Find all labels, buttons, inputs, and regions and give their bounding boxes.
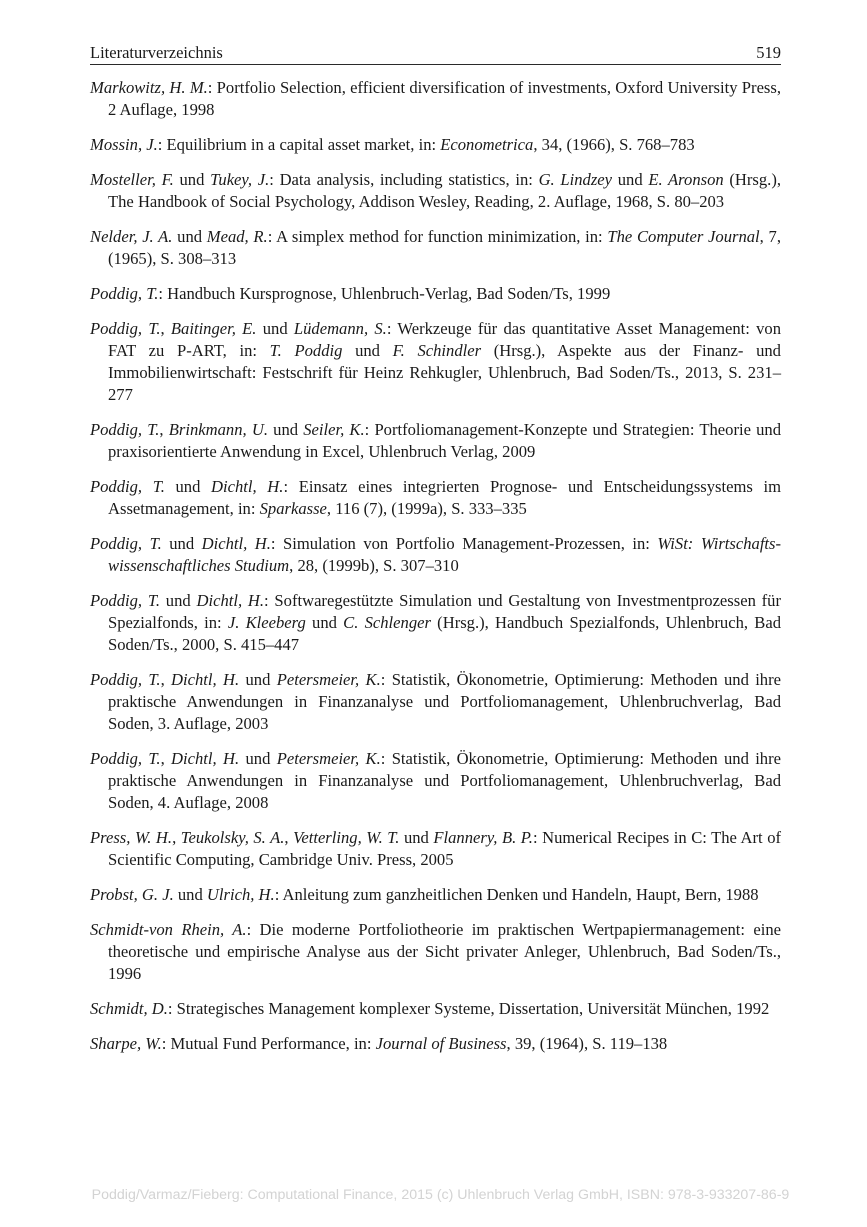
reference-text: , 116 (7), (1999a), S. 333–335: [326, 499, 527, 518]
reference-italic-text: Baitinger, E.: [170, 319, 257, 338]
reference-italic-text: Poddig, T.: [90, 534, 162, 553]
reference-entry: [90, 884, 781, 906]
reference-italic-text: E. Aronson: [648, 170, 724, 189]
reference-text: (Hrsg.), Handbuch Spezialfonds, Uhlenbruch, Bad Soden/Ts., 2000, S. 415–447: [108, 613, 781, 654]
reference-italic-text: Poddig, T.: [90, 420, 160, 439]
reference-text: : Einsatz eines integrierten Prognose- und Entscheidungssystems im Assetmanagement, in:: [108, 477, 781, 518]
reference-italic-text: Brinkmann, U.: [168, 420, 268, 439]
reference-text: : Portfolio Selection, efficient diversification of investments, Oxford University Press, 2 Auflage, 1998: [108, 78, 781, 119]
reference-italic-text: Poddig, T.: [90, 319, 161, 338]
reference-italic-text: Poddig, T.: [90, 591, 161, 610]
reference-text: ,: [172, 828, 181, 847]
reference-italic-text: Poddig, T.: [90, 477, 165, 496]
running-header: [90, 42, 781, 65]
reference-text: , 7, (1965), S. 308–313: [108, 227, 781, 268]
reference-italic-text: F. Schindler: [392, 341, 482, 360]
reference-italic-text: Mossin, J.: [90, 135, 158, 154]
reference-entry: [90, 1033, 781, 1055]
reference-italic-text: Flannery, B. P.: [433, 828, 533, 847]
section-title: Literaturverzeichnis: [90, 43, 223, 62]
reference-text: und: [173, 885, 207, 904]
reference-italic-text: Econometrica: [440, 135, 534, 154]
reference-italic-text: Sharpe, W.: [90, 1034, 162, 1053]
reference-italic-text: WiSt: Wirtschafts-wissenschaftliches Studium: [108, 534, 782, 575]
reference-entry: [90, 748, 781, 814]
reference-entry: [90, 283, 781, 305]
reference-entry: [90, 318, 781, 406]
page-number: 519: [756, 43, 781, 62]
reference-entry: [90, 77, 781, 121]
reference-italic-text: Dichtl, H.: [171, 670, 240, 689]
reference-text: und: [239, 749, 277, 768]
reference-italic-text: Seiler, K.: [303, 420, 365, 439]
reference-italic-text: Teukolsky, S. A.: [180, 828, 285, 847]
reference-text: und: [342, 341, 393, 360]
reference-italic-text: Ulrich, H.: [206, 885, 275, 904]
reference-text: und: [256, 319, 294, 338]
reference-italic-text: Petersmeier, K.: [276, 749, 381, 768]
reference-italic-text: Sparkasse: [259, 499, 327, 518]
reference-italic-text: Mosteller, F.: [90, 170, 174, 189]
reference-text: : Statistik, Ökonometrie, Optimierung: Methoden und ihre praktische Anwendungen in Finanzanalyse und Portfoliomanagement, Uhlenbruchverlag, Bad Soden, 3. Auflage, 2003: [108, 670, 781, 733]
reference-entry: [90, 919, 781, 985]
reference-italic-text: Markowitz, H. M.: [90, 78, 208, 97]
reference-text: , 28, (1999b), S. 307–310: [289, 556, 459, 575]
reference-italic-text: Poddig, T.: [90, 749, 161, 768]
reference-text: ,: [159, 420, 169, 439]
reference-italic-text: C. Schlenger: [343, 613, 431, 632]
reference-entry: [90, 590, 781, 656]
reference-text: : Die moderne Portfoliotheorie im praktischen Wertpapiermanagement: eine theoretische und empirische Analyse aus der Sicht privater Anleger, Uhlenbruch, Bad Soden/Ts., 1996: [108, 920, 781, 983]
copyright-watermark: Poddig/Varmaz/Fieberg: Computational Finance, 2015 (c) Uhlenbruch Verlag GmbH, ISBN: 978-3-933207-86-9: [91, 1187, 790, 1203]
reference-entry: [90, 134, 781, 156]
reference-text: ,: [160, 319, 171, 338]
reference-italic-text: Journal of Business: [375, 1034, 507, 1053]
reference-text: und: [161, 534, 202, 553]
reference-entry: [90, 669, 781, 735]
reference-text: ,: [160, 670, 172, 689]
reference-text: : Anleitung zum ganzheitlichen Denken und Handeln, Haupt, Bern, 1988: [274, 885, 759, 904]
reference-italic-text: The Computer Journal: [607, 227, 760, 246]
reference-text: : Data analysis, including statistics, in:: [269, 170, 539, 189]
reference-entry: [90, 998, 781, 1020]
reference-list: [90, 77, 781, 1068]
reference-text: ,: [160, 749, 172, 768]
reference-italic-text: Dichtl, H.: [211, 477, 284, 496]
reference-italic-text: Tukey, J.: [210, 170, 270, 189]
reference-italic-text: Press, W. H.: [90, 828, 173, 847]
reference-entry: [90, 419, 781, 463]
reference-italic-text: Poddig, T.: [90, 670, 161, 689]
reference-text: : Portfoliomanagement-Konzepte und Strategien: Theorie und praxisorientierte Anwendung in Excel, Uhlenbruch Verlag, 2009: [108, 420, 782, 461]
reference-text: , 39, (1964), S. 119–138: [506, 1034, 668, 1053]
reference-text: : Handbuch Kursprognose, Uhlenbruch-Verlag, Bad Soden/Ts, 1999: [158, 284, 611, 303]
reference-entry: [90, 226, 781, 270]
reference-text: : Werkzeuge für das quantitative Asset Management: von FAT zu P-ART, in:: [108, 319, 782, 360]
reference-text: : Softwaregestützte Simulation und Gestaltung von Investmentprozessen für Spezialfonds, in:: [108, 591, 782, 632]
reference-italic-text: Poddig, T.: [90, 284, 159, 303]
reference-italic-text: Schmidt, D.: [90, 999, 168, 1018]
reference-text: (Hrsg.), Aspekte aus der Finanz- und Immobilienwirtschaft: Festschrift für Heinz Rehkugler, Uhlenbruch, Bad Soden/Ts., 2013, S. 231–277: [108, 341, 781, 404]
reference-italic-text: Dichtl, H.: [201, 534, 271, 553]
reference-italic-text: G. Lindzey: [538, 170, 613, 189]
reference-italic-text: Lüdemann, S.: [293, 319, 387, 338]
reference-italic-text: Vetterling, W. T.: [293, 828, 400, 847]
reference-italic-text: Dichtl, H.: [171, 749, 240, 768]
reference-italic-text: Probst, G. J.: [90, 885, 174, 904]
reference-text: und: [164, 477, 212, 496]
reference-text: (Hrsg.), The Handbook of Social Psychology, Addison Wesley, Reading, 2. Auflage, 1968, S. 80–203: [108, 170, 781, 211]
reference-text: und: [267, 420, 304, 439]
reference-entry: [90, 476, 781, 520]
reference-italic-text: J. Kleeberg: [227, 613, 306, 632]
reference-italic-text: Mead, R.: [206, 227, 268, 246]
reference-italic-text: T. Poddig: [269, 341, 343, 360]
reference-italic-text: Nelder, J. A.: [90, 227, 173, 246]
reference-text: und: [612, 170, 649, 189]
reference-text: und: [172, 227, 207, 246]
reference-italic-text: Dichtl, H.: [196, 591, 265, 610]
reference-text: : Statistik, Ökonometrie, Optimierung: Methoden und ihre praktische Anwendungen in Finanzanalyse und Portfoliomanagement, Uhlenbruchverlag, Bad Soden, 4. Auflage, 2008: [108, 749, 781, 812]
reference-text: und: [173, 170, 211, 189]
reference-text: und: [160, 591, 197, 610]
reference-text: : Mutual Fund Performance, in:: [161, 1034, 376, 1053]
reference-text: : A simplex method for function minimization, in:: [267, 227, 608, 246]
reference-text: : Strategisches Management komplexer Systeme, Dissertation, Universität München, 1992: [167, 999, 770, 1018]
reference-text: : Equilibrium in a capital asset market, in:: [157, 135, 441, 154]
reference-text: : Numerical Recipes in C: The Art of Scientific Computing, Cambridge Univ. Press, 2005: [108, 828, 782, 869]
reference-text: ,: [284, 828, 294, 847]
reference-italic-text: Petersmeier, K.: [276, 670, 381, 689]
reference-italic-text: Schmidt-von Rhein, A.: [90, 920, 247, 939]
reference-text: und: [399, 828, 434, 847]
reference-entry: [90, 533, 781, 577]
reference-text: und: [239, 670, 277, 689]
reference-entry: [90, 827, 781, 871]
reference-text: : Simulation von Portfolio Management-Prozessen, in:: [270, 534, 658, 553]
reference-entry: [90, 169, 781, 213]
reference-text: und: [305, 613, 344, 632]
reference-text: , 34, (1966), S. 768–783: [533, 135, 695, 154]
